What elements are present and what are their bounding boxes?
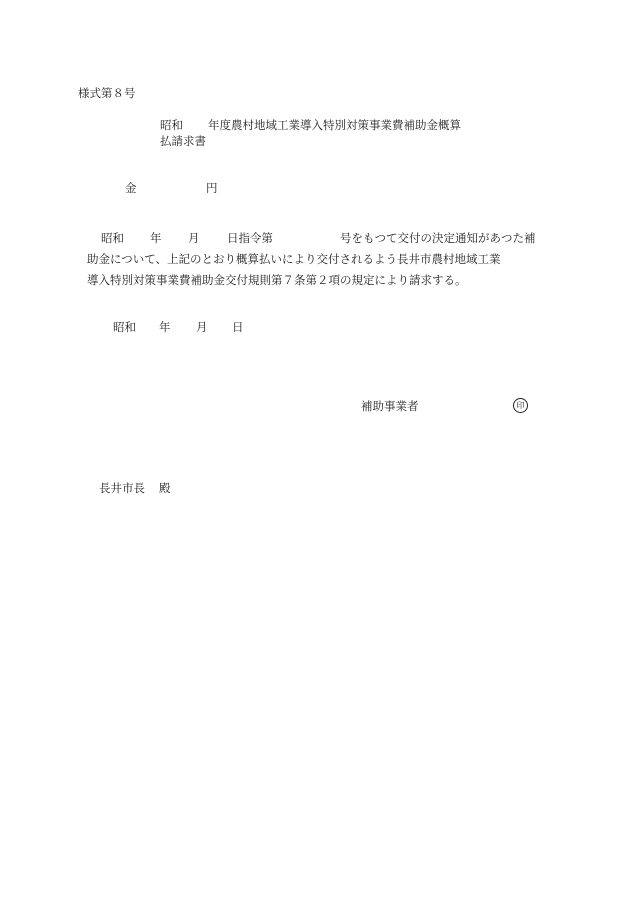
body-month: 月 bbox=[188, 231, 200, 245]
date-year: 年 bbox=[159, 320, 171, 334]
body-era: 昭和 bbox=[101, 231, 124, 245]
body-line1-rest: 号をもつて交付の決定通知があつた補 bbox=[340, 231, 536, 245]
amount-unit: 円 bbox=[206, 181, 218, 195]
date-era: 昭和 bbox=[113, 320, 136, 334]
addressee-honorific: 殿 bbox=[159, 481, 171, 495]
title-line2: 払請求書 bbox=[160, 134, 206, 148]
date-day: 日 bbox=[232, 320, 244, 334]
seal-icon: 印 bbox=[513, 398, 528, 413]
amount-label: 金 bbox=[125, 181, 137, 195]
title-era: 昭和 bbox=[160, 118, 183, 132]
body-year: 年 bbox=[150, 231, 162, 245]
body-order-ref: 日指令第 bbox=[227, 231, 273, 245]
body-line2: 助金について、上記のとおり概算払いにより交付されるよう長井市農村地域工業 bbox=[87, 252, 501, 266]
applicant-label: 補助事業者 bbox=[361, 399, 419, 413]
body-line3: 導入特別対策事業費補助金交付規則第７条第２項の規定により請求する。 bbox=[87, 273, 467, 287]
form-number: 様式第８号 bbox=[78, 86, 136, 100]
addressee-name: 長井市長 bbox=[99, 481, 145, 495]
date-month: 月 bbox=[196, 320, 208, 334]
title-line1: 年度農村地域工業導入特別対策事業費補助金概算 bbox=[208, 118, 461, 132]
